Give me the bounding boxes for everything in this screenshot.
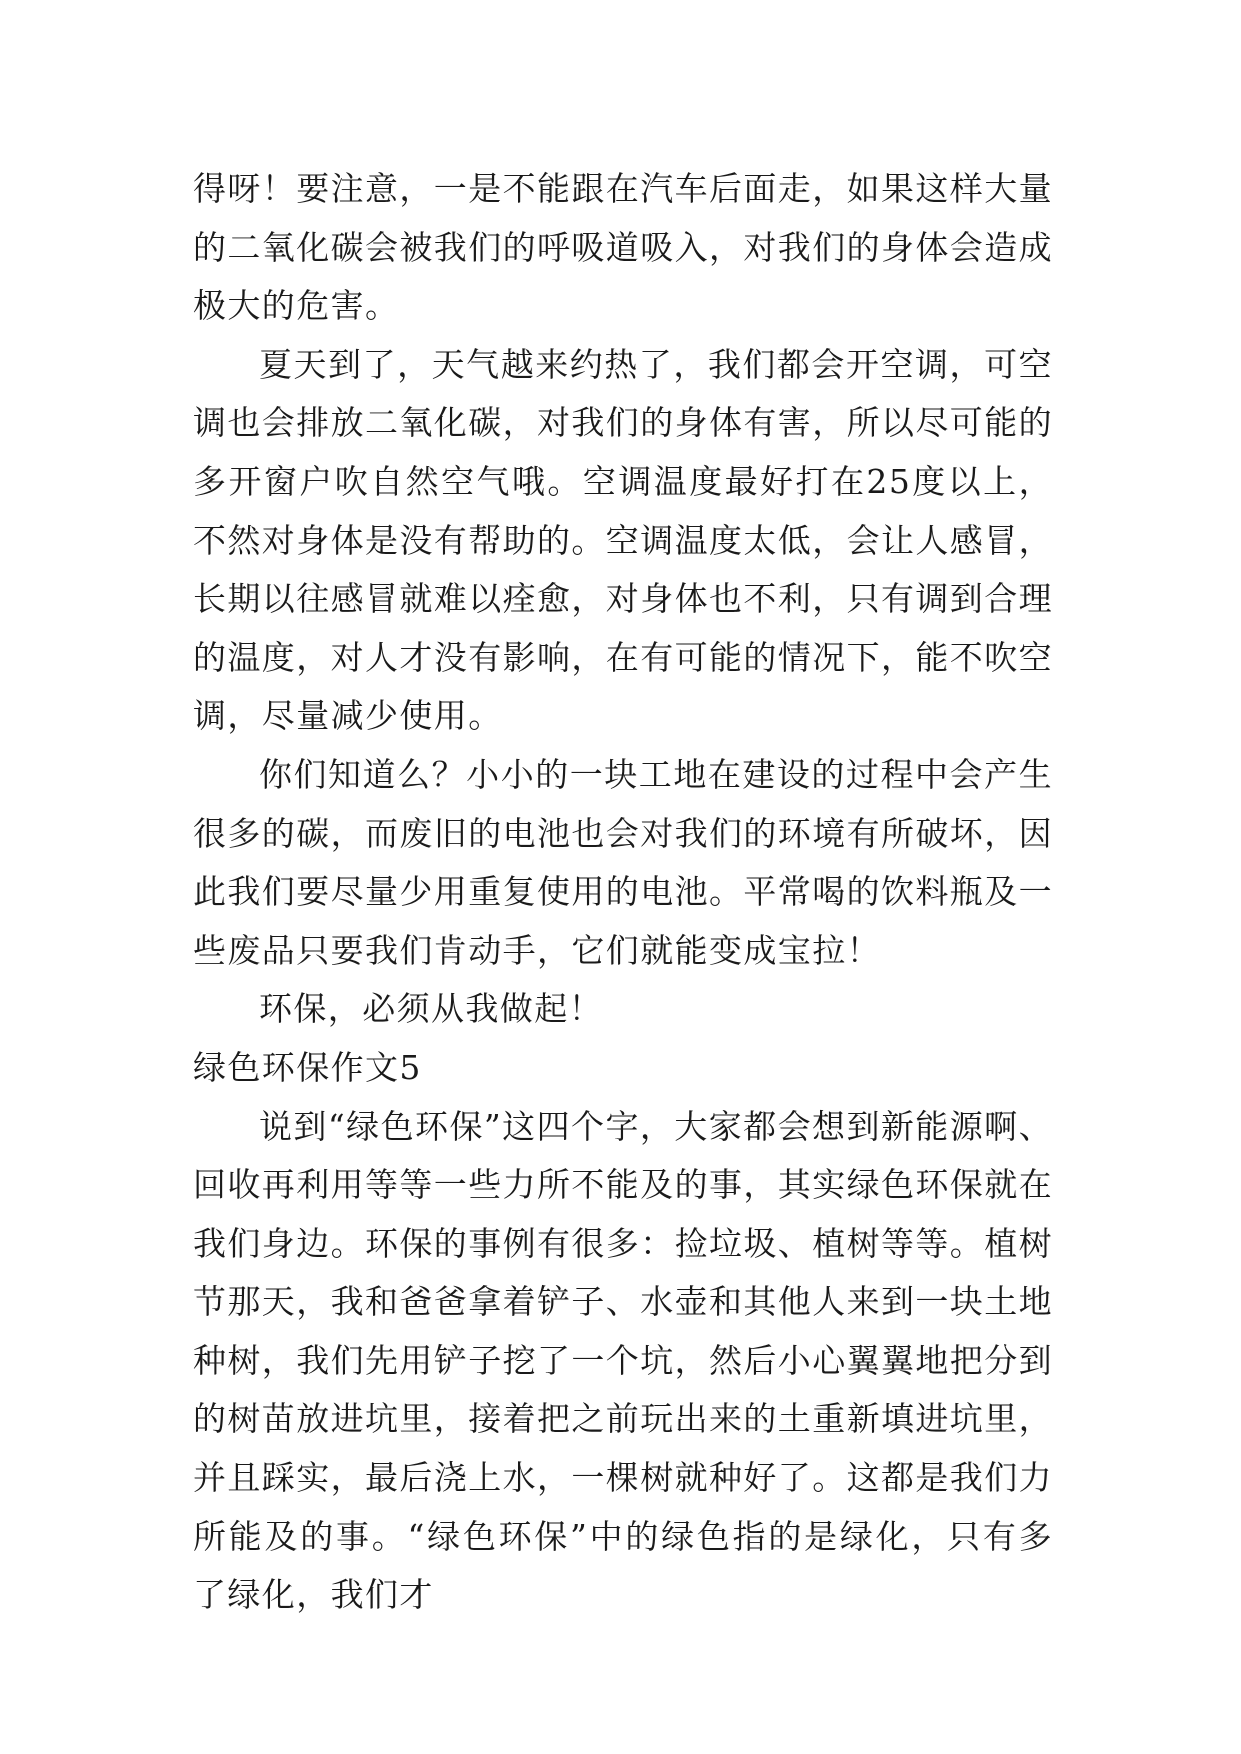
document-body: [193, 160, 1053, 1625]
paragraph-2: 夏天到了，天气越来约热了，我们都会开空调，可空调也会排放二氧化碳，对我们的身体有害，所以尽可能的多开窗户吹自然空气哦。空调温度最好打在25度以上，不然对身体是没有帮助的。空调温度太低，会让人感冒，长期以往感冒就难以痊愈，对身体也不利，只有调到合理的温度，对人才没有影响，在有可能的情况下，能不吹空调，尽量减少使用。: [193, 344, 1053, 736]
paragraph-1: 得呀！要注意，一是不能跟在汽车后面走，如果这样大量的二氧化碳会被我们的呼吸道吸入，对我们的身体会造成极大的危害。: [193, 169, 1053, 326]
paragraph-3: 你们知道么？小小的一块工地在建设的过程中会产生很多的碳，而废旧的电池也会对我们的环境有所破坏，因此我们要尽量少用重复使用的电池。平常喝的饮料瓶及一些废品只要我们肯动手，它们就能变成宝拉！: [193, 754, 1053, 970]
paragraph-5: 说到“绿色环保”这四个字，大家都会想到新能源啊、回收再利用等等一些力所不能及的事，其实绿色环保就在我们身边。环保的事例有很多：捡垃圾、植树等等。植树节那天，我和爸爸拿着铲子、水壶和其他人来到一块土地种树，我们先用铲子挖了一个坑，然后小心翼翼地把分到的树苗放进坑里，接着把之前玩出来的土重新填进坑里，并且踩实，最后浇上水，一棵树就种好了。这都是我们力所能及的事。“绿色环保”中的绿色指的是绿化，只有多了绿化，我们才: [193, 1106, 1053, 1615]
paragraph-4: 环保，必须从我做起！: [259, 989, 603, 1029]
section-heading: 绿色环保作文5: [193, 1047, 422, 1087]
